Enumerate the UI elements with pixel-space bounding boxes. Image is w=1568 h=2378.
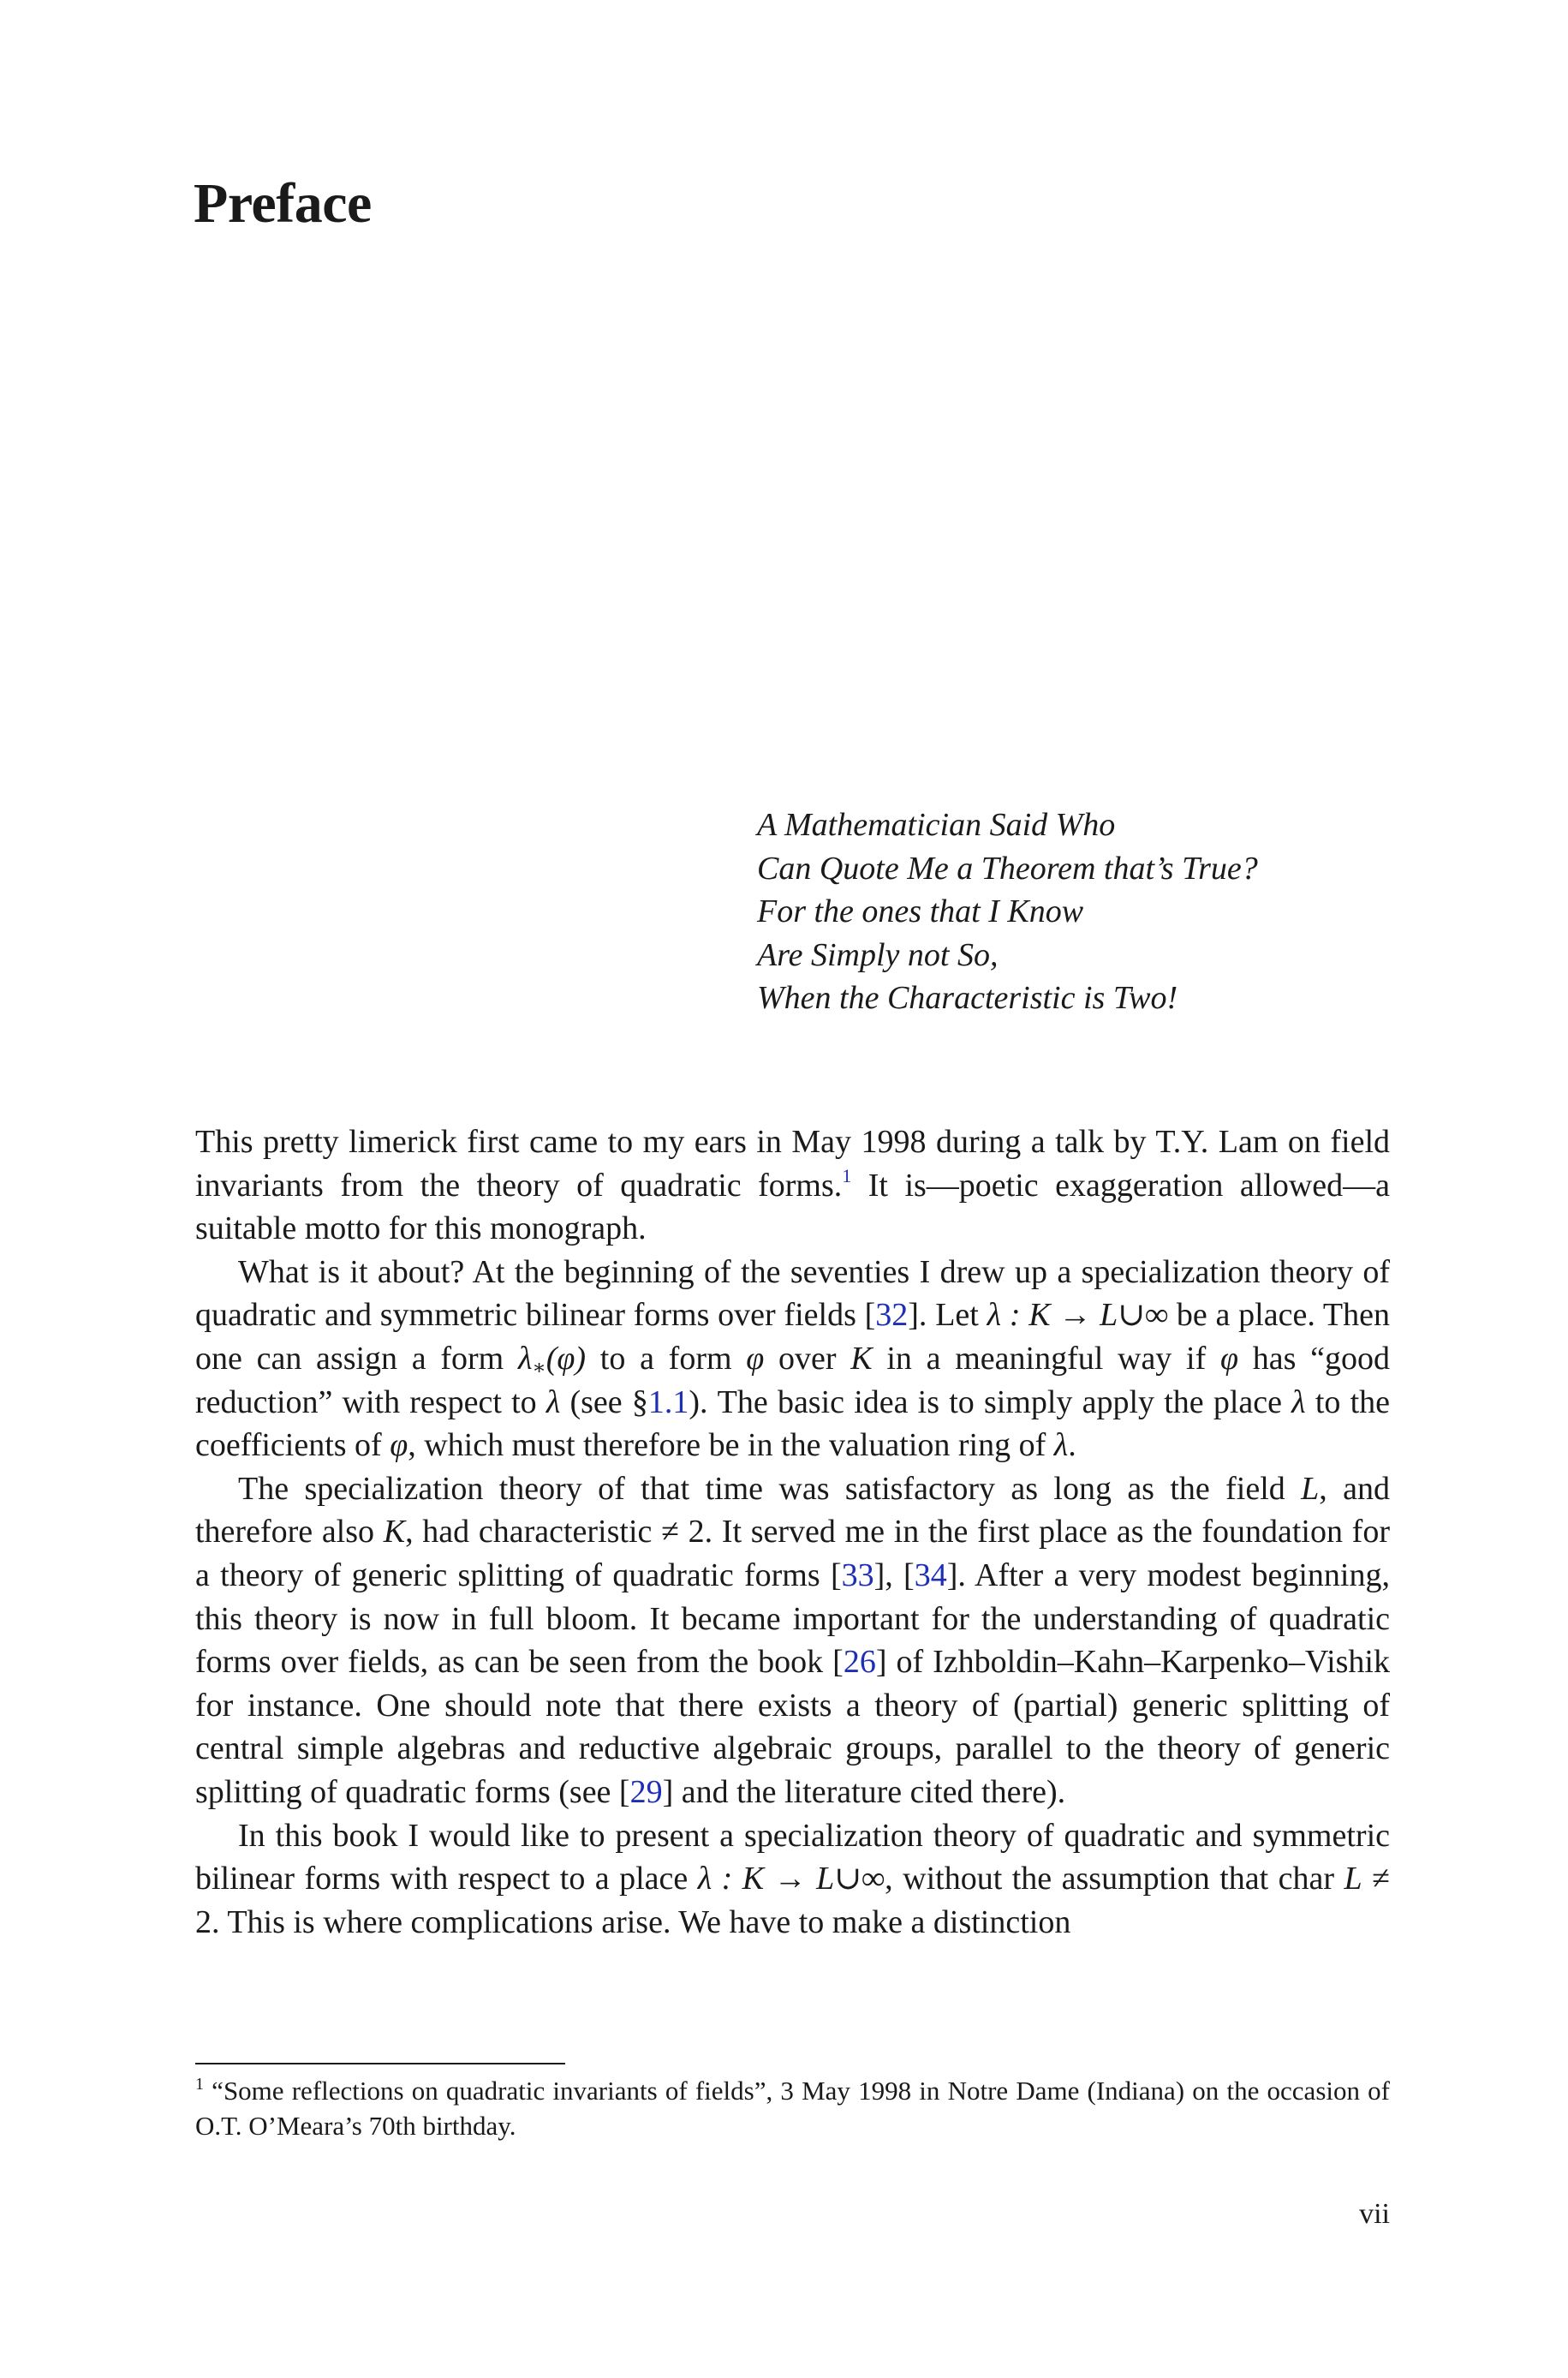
paragraph-3 [195,1467,1390,1814]
text-run: This pretty limerick first came to my ears in May 1998 during a talk by T.Y. Lam on field invariants from the theory of quadratic forms. [195,1124,1390,1204]
page-number: vii [1359,2198,1390,2230]
math-L: L [1344,1861,1362,1897]
epigraph-line: For the ones that I Know [757,893,1084,929]
footnote-1 [195,2073,1390,2143]
math-phi: φ [1219,1340,1238,1377]
text-run: It is—poetic exaggeration allowed—a suitable motto for this monograph. [195,1167,1390,1247]
text-run: ], [ [873,1556,915,1593]
paragraph-4 [195,1814,1390,1945]
text-run: in a meaningful way if [872,1340,1220,1377]
math-lambda: λ [1053,1427,1069,1464]
text-run: has “good reduction” with respect to [195,1340,1390,1420]
math-lambda: λ [1291,1383,1306,1420]
math-phi: φ [390,1427,408,1464]
text-run: . [1068,1427,1076,1464]
footnote-mark: 1 [195,2075,204,2094]
text-run: (see § [560,1383,648,1420]
citation-link-33[interactable]: 33 [841,1556,874,1593]
paragraph-2 [195,1251,1390,1467]
chapter-title: Preface [194,172,372,235]
text-run: to the coefficients of [195,1383,1390,1464]
text-run: ). The basic idea is to simply apply the place [689,1383,1292,1420]
math-K: K [383,1514,406,1550]
epigraph-limerick [757,804,1258,1020]
text-run: ] of Izhboldin–Kahn–Karpenko–Vishik for instance. One should note that there exists a theory of (partial) generic splitting of central simple algebras and reductive algebraic groups, parallel to the theory of generic splitting of quadratic forms (see [ [195,1644,1390,1810]
text-run: ]. Let [908,1297,987,1334]
text-run: What is it about? At the beginning of the seventies I drew up a specialization theory of quadratic and symmetric bilinear forms over fields [ [195,1253,1390,1334]
text-run: be a place. Then one can assign a form [195,1297,1390,1377]
text-run: , without the assumption that char [885,1861,1344,1897]
epigraph-line: Are Simply not So, [757,936,999,973]
epigraph-line: When the Characteristic is Two! [757,980,1178,1016]
math-lambda: λ [517,1340,533,1377]
citation-link-34[interactable]: 34 [914,1556,947,1593]
epigraph-line: Can Quote Me a Theorem that’s True? [757,850,1258,887]
math-place-map: λ : K → L∪∞ [697,1861,885,1897]
math-K: K [850,1340,873,1377]
math-L: L [1301,1470,1320,1507]
footnote-divider [195,2063,565,2064]
math-lambda: λ [546,1383,561,1420]
text-run: In this book I would like to present a specialization theory of quadratic and symmetric bilinear forms with respect to a place [195,1817,1390,1897]
text-run: , and therefore also [195,1470,1390,1550]
citation-link-29[interactable]: 29 [629,1773,663,1810]
citation-link-32[interactable]: 32 [875,1297,909,1334]
math-phi: φ [746,1340,765,1377]
text-run: The specialization theory of that time was satisfactory as long as the field [238,1470,1302,1507]
text-run: over [764,1340,851,1377]
footnote-text: “Some reflections on quadratic invariants of fields”, 3 May 1998 in Notre Dame (Indiana) on the occasion of O.T. O’Meara’s 70th birthday. [195,2076,1390,2141]
text-run: ]. After a very modest beginning, this theory is now in full bloom. It became important for the understanding of quadratic forms over fields, as can be seen from the book [ [195,1556,1390,1681]
epigraph-line: A Mathematician Said Who [757,807,1116,843]
citation-link-26[interactable]: 26 [843,1644,876,1681]
footnote-link-1[interactable]: 1 [842,1164,852,1186]
text-run: to a form [586,1340,747,1377]
text-run: ≠ 2. This is where complications arise. We have to make a distinction [195,1861,1390,1940]
math-place-map: λ : K → L∪∞ [987,1297,1169,1334]
section-link-1-1[interactable]: 1.1 [647,1383,689,1420]
text-run: , which must therefore be in the valuation ring of [408,1427,1054,1464]
paragraph-1 [195,1120,1390,1251]
preface-body [195,1120,1390,1944]
text-run: , had characteristic ≠ 2. It served me in the first place as the foundation for a theory of generic splitting of quadratic forms [ [195,1514,1390,1593]
text-run: ] and the literature cited there). [662,1773,1066,1810]
math-phi-arg: (φ) [546,1340,587,1377]
math-subscript-star: ∗ [532,1356,546,1379]
